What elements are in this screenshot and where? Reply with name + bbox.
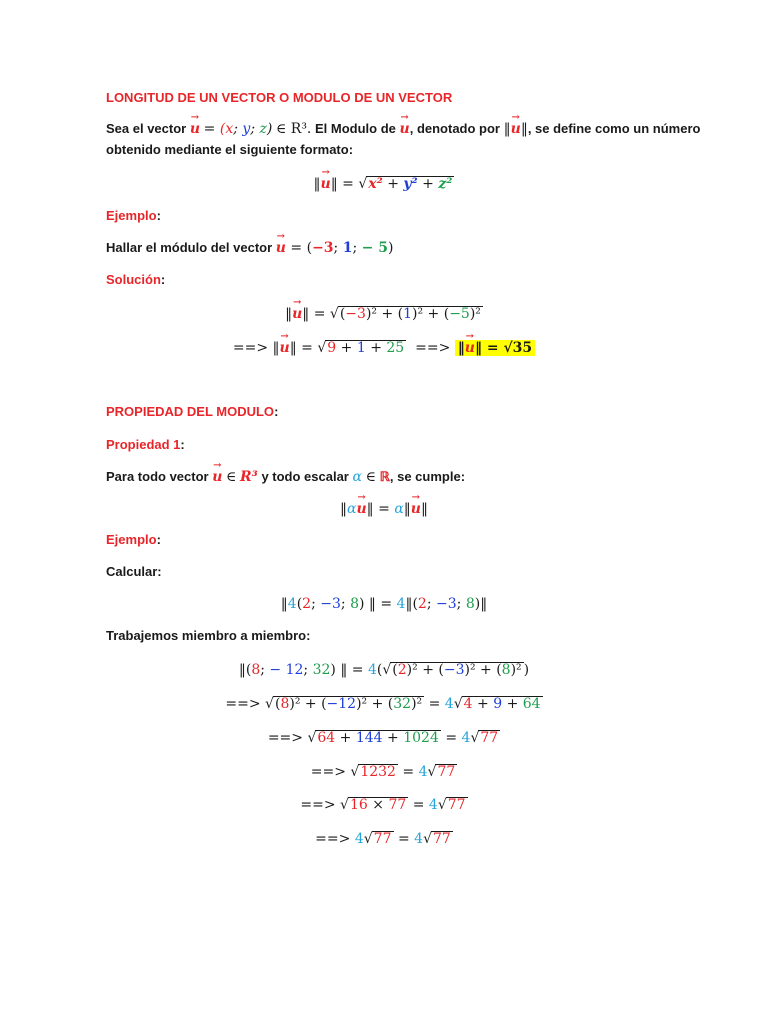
example-prompt: Hallar el módulo del vector → u = (−3; 1; − 5) xyxy=(106,240,393,256)
work-step-1: ‖(8; − 12; 32) ‖ = 4(√(2)² + (−3)² + (8)² ) xyxy=(238,662,530,678)
work-step-2: ==> √(8)² + (−12)² + (32)² = 4√4 + 9 + 64 xyxy=(225,696,541,712)
solution-step-1: ‖→ u‖ = √(−3)² + (1)² + (−5)² xyxy=(0,306,768,322)
in-r3: ∈ R³. xyxy=(275,121,312,137)
intro-text: Sea el vector xyxy=(106,121,187,136)
work-step-6: ==> 4√77 = 4√77 xyxy=(315,831,451,847)
property-1-label: Propiedad 1: xyxy=(106,437,185,452)
tuple-xyz: (x; y; z) xyxy=(219,121,273,137)
solution-label: Solución: xyxy=(106,272,166,287)
intro-text-3: , denotado por xyxy=(409,121,500,136)
example-label: Ejemplo: xyxy=(106,208,161,223)
work-step-3: ==> √64 + 144 + 1024 = 4√77 xyxy=(267,730,499,746)
calc-expression: ‖4(2; −3; 8) ‖ = 4‖(2; −3; 8)‖ xyxy=(280,596,488,612)
calc-label: Calcular: xyxy=(106,564,162,579)
work-step-4: ==> √1232 = 4√77 xyxy=(310,764,456,780)
property-statement: Para todo vector → u ∈ R³ y todo escalar α ∈ ℝ, se cumple: xyxy=(106,469,465,485)
work-label: Trabajemos miembro a miembro: xyxy=(106,628,311,643)
intro-text-4: , se define como un número xyxy=(527,121,701,136)
property-rule: ‖α→ u‖ = α‖→ u‖ xyxy=(0,501,768,517)
intro-line-2: obtenido mediante el siguiente formato: xyxy=(106,142,354,157)
example-2-label: Ejemplo: xyxy=(106,532,161,547)
highlighted-result: ‖→ u‖ = √35 xyxy=(455,340,535,356)
section-title: LONGITUD DE UN VECTOR O MODULO DE UN VECTOR xyxy=(106,90,453,105)
intro-line-1: Sea el vector → u = (x; y; z) ∈ R³. El Modulo de → u, denotado por ‖→ u‖, se define como un número xyxy=(106,121,700,137)
property-title: PROPIEDAD DEL MODULO: xyxy=(106,404,279,419)
vector-u: → u xyxy=(190,121,200,137)
work-step-5: ==> √16 × 77 = 4√77 xyxy=(300,797,466,813)
modulus-formula: ‖→ u‖ = √x² + y² + z² xyxy=(0,176,768,192)
intro-text-2: El Modulo de xyxy=(315,121,396,136)
solution-step-2: ==> ‖→ u‖ = √9 + 1 + 25 ==> ‖→ u‖ = √35 xyxy=(0,340,768,356)
